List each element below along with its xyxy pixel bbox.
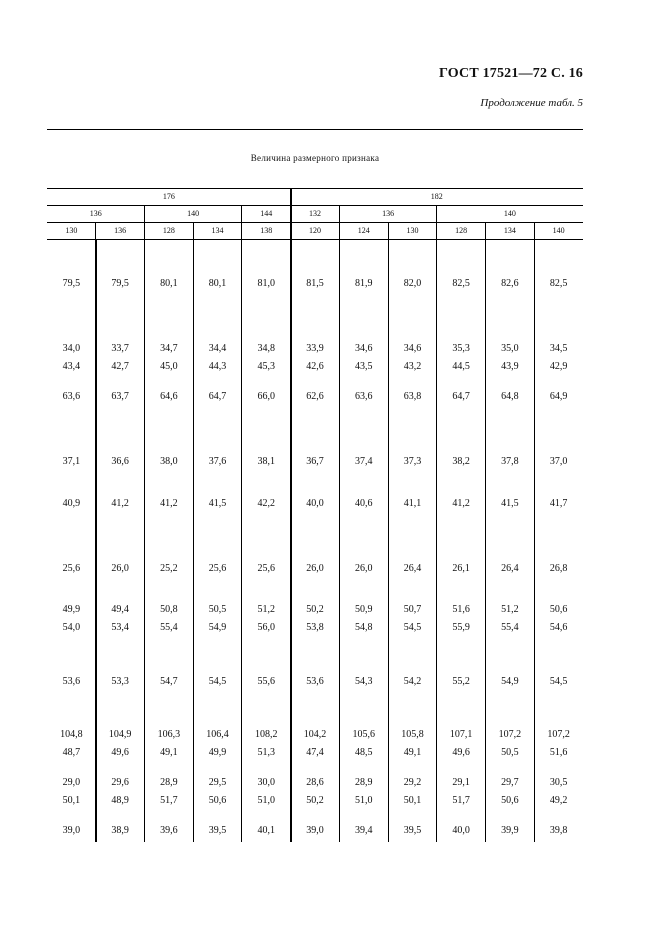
table-cell: 104,9 [108, 729, 132, 740]
table-cell: 53,4 [111, 622, 129, 633]
table-cell: 29,1 [452, 777, 470, 788]
table-cell: 28,9 [160, 777, 178, 788]
table-cell: 37,0 [549, 456, 568, 467]
table-cell: 42,7 [111, 361, 129, 372]
table-cell: 42,2 [257, 498, 276, 509]
page-header [439, 66, 583, 82]
table-cell: 40,0 [306, 498, 324, 509]
table-cell: 41,1 [403, 498, 422, 509]
table-cell: 107,1 [449, 729, 473, 740]
table-cell: 29,7 [501, 777, 519, 788]
table-cell: 40,0 [452, 825, 470, 836]
table-cell: 54,8 [354, 622, 373, 633]
table-cell: 37,4 [354, 456, 373, 467]
table-cell: 26,0 [111, 563, 129, 574]
table-cell: 37,1 [62, 456, 81, 467]
table-caption: Величина размерного признака [250, 153, 380, 163]
table-cell: 51,0 [257, 795, 276, 806]
table-cell: 56,0 [257, 622, 276, 633]
table-cell: 63,6 [62, 391, 81, 402]
table-cell: 54,5 [208, 676, 227, 687]
table-cell: 55,6 [257, 676, 276, 687]
table-cell: 79,5 [62, 278, 81, 289]
table-cell: 50,6 [208, 795, 227, 806]
table-cell: 25,6 [257, 563, 276, 574]
table-cell: 50,5 [208, 604, 227, 615]
table-cell: 26,1 [452, 563, 470, 574]
table-cell: 38,1 [257, 456, 276, 467]
table-cell: 53,6 [62, 676, 81, 687]
table-cell: 105,6 [352, 729, 375, 740]
table-cell: 54,2 [403, 676, 422, 687]
table-cell: 53,3 [111, 676, 129, 687]
header-rule [47, 222, 583, 223]
table-cell: 49,2 [549, 795, 568, 806]
table-cell: 29,6 [111, 777, 129, 788]
table-cell: 79,5 [111, 278, 129, 289]
table-cell: 49,1 [160, 747, 178, 758]
table-cell: 30,5 [549, 777, 568, 788]
table-cell: 40,1 [257, 825, 276, 836]
column-header: 136 [114, 226, 127, 235]
table-cell: 48,5 [354, 747, 373, 758]
table-cell: 64,7 [452, 391, 470, 402]
table-cell: 39,4 [354, 825, 373, 836]
table-cell: 81,9 [354, 278, 373, 289]
table-cell: 50,8 [160, 604, 178, 615]
group-header: 182 [430, 192, 443, 201]
table-cell: 82,5 [549, 278, 568, 289]
header-rule [47, 205, 583, 206]
table-cell: 41,5 [501, 498, 519, 509]
table-cell: 39,5 [208, 825, 227, 836]
table-cell: 29,2 [403, 777, 422, 788]
table-cell: 54,9 [501, 676, 519, 687]
table-cell: 108,2 [255, 729, 278, 740]
table-cell: 34,6 [403, 343, 422, 354]
table-cell: 39,5 [403, 825, 422, 836]
table-cell: 29,5 [208, 777, 227, 788]
table-cell: 34,6 [354, 343, 373, 354]
table-cell: 41,5 [208, 498, 227, 509]
table-cell: 41,2 [160, 498, 178, 509]
table-cell: 26,0 [306, 563, 324, 574]
table-cell: 41,7 [549, 498, 568, 509]
table-cell: 50,6 [501, 795, 519, 806]
table-cell: 54,7 [160, 676, 178, 687]
table-cell: 39,6 [160, 825, 178, 836]
table-cell: 44,5 [452, 361, 470, 372]
table-cell: 36,7 [306, 456, 324, 467]
table-cell: 42,9 [549, 361, 568, 372]
table-cell: 54,6 [549, 622, 568, 633]
table-cell: 107,2 [498, 729, 522, 740]
table-cell: 51,7 [452, 795, 470, 806]
table-cell: 33,9 [306, 343, 324, 354]
table-cell: 38,9 [111, 825, 129, 836]
table-cell: 35,3 [452, 343, 470, 354]
table-cell: 64,6 [160, 391, 178, 402]
table-cell: 34,0 [62, 343, 81, 354]
table-cell: 55,2 [452, 676, 470, 687]
subgroup-header: 136 [382, 209, 395, 218]
table-cell: 81,0 [257, 278, 276, 289]
table-cell: 25,6 [62, 563, 81, 574]
group-header: 176 [162, 192, 175, 201]
table-cell: 81,5 [306, 278, 324, 289]
table-cell: 42,6 [306, 361, 324, 372]
table-cell: 47,4 [306, 747, 324, 758]
table-cell: 34,8 [257, 343, 276, 354]
table-cell: 39,0 [306, 825, 324, 836]
table-cell: 62,6 [306, 391, 324, 402]
table-cell: 48,7 [62, 747, 81, 758]
table-cell: 54,9 [208, 622, 227, 633]
table-cell: 63,6 [354, 391, 373, 402]
table-cell: 50,1 [403, 795, 422, 806]
table-cell: 29,0 [62, 777, 81, 788]
table-cell: 33,7 [111, 343, 129, 354]
header-rule [47, 239, 583, 240]
table-cell: 34,5 [549, 343, 568, 354]
table-cell: 26,4 [501, 563, 519, 574]
table-cell: 51,6 [452, 604, 470, 615]
table-cell: 45,0 [160, 361, 178, 372]
table-cell: 54,3 [354, 676, 373, 687]
table-cell: 48,9 [111, 795, 129, 806]
table-cell: 44,3 [208, 361, 227, 372]
table-cell: 45,3 [257, 361, 276, 372]
table-cell: 38,0 [160, 456, 178, 467]
table-cell: 63,8 [403, 391, 422, 402]
table-cell: 106,3 [157, 729, 181, 740]
column-header: 134 [211, 226, 224, 235]
table-cell: 53,6 [306, 676, 324, 687]
table-cell: 55,4 [501, 622, 519, 633]
table-cell: 50,1 [62, 795, 81, 806]
table-cell: 55,9 [452, 622, 470, 633]
table-cell: 55,4 [160, 622, 178, 633]
table-cell: 107,2 [547, 729, 570, 740]
table-cell: 49,6 [111, 747, 129, 758]
table-cell: 54,5 [549, 676, 568, 687]
table-cell: 51,2 [501, 604, 519, 615]
column-header: 130 [406, 226, 419, 235]
table-cell: 80,1 [160, 278, 178, 289]
table-cell: 50,6 [549, 604, 568, 615]
table-cell: 80,1 [208, 278, 227, 289]
table-cell: 26,0 [354, 563, 373, 574]
table-cell: 39,8 [549, 825, 568, 836]
table-cell: 66,0 [257, 391, 276, 402]
table-cell: 51,3 [257, 747, 276, 758]
data-table [47, 188, 583, 842]
table-cell: 51,7 [160, 795, 178, 806]
table-cell: 64,9 [549, 391, 568, 402]
table-cell: 51,6 [549, 747, 568, 758]
table-cell: 104,8 [60, 729, 83, 740]
table-cell: 50,7 [403, 604, 422, 615]
table-continuation-note: Продолжение табл. 5 [480, 97, 583, 109]
table-cell: 54,0 [62, 622, 81, 633]
table-cell: 49,9 [62, 604, 81, 615]
table-cell: 50,9 [354, 604, 373, 615]
subgroup-header: 132 [308, 209, 321, 218]
column-header: 128 [162, 226, 175, 235]
table-cell: 49,4 [111, 604, 129, 615]
table-cell: 50,5 [501, 747, 519, 758]
header-rule [47, 188, 583, 189]
table-cell: 38,2 [452, 456, 470, 467]
table-cell: 30,0 [257, 777, 276, 788]
table-cell: 64,8 [501, 391, 519, 402]
table-cell: 37,6 [208, 456, 227, 467]
table-cell: 43,4 [62, 361, 81, 372]
table-cell: 34,4 [208, 343, 227, 354]
column-header: 120 [308, 226, 321, 235]
table-cell: 25,6 [208, 563, 227, 574]
document-number: ГОСТ 17521—72 С. 16 [439, 66, 583, 81]
subgroup-header: 144 [260, 209, 273, 218]
table-cell: 64,7 [208, 391, 227, 402]
subgroup-header: 140 [503, 209, 516, 218]
column-header: 130 [65, 226, 78, 235]
table-cell: 49,1 [403, 747, 422, 758]
table-cell: 104,2 [303, 729, 327, 740]
table-cell: 26,4 [403, 563, 422, 574]
table-cell: 82,5 [452, 278, 470, 289]
subgroup-header: 140 [187, 209, 200, 218]
table-cell: 51,2 [257, 604, 276, 615]
table-cell: 63,7 [111, 391, 129, 402]
column-header: 138 [260, 226, 273, 235]
table-cell: 37,3 [403, 456, 422, 467]
table-cell: 54,5 [403, 622, 422, 633]
table-cell: 28,6 [306, 777, 324, 788]
table-cell: 25,2 [160, 563, 178, 574]
table-cell: 82,6 [501, 278, 519, 289]
table-cell: 34,7 [160, 343, 178, 354]
table-cell: 39,9 [501, 825, 519, 836]
table-cell: 37,8 [501, 456, 519, 467]
column-header: 124 [357, 226, 370, 235]
subgroup-header: 136 [89, 209, 102, 218]
column-header: 128 [455, 226, 468, 235]
top-rule [47, 129, 583, 130]
table-cell: 35,0 [501, 343, 519, 354]
table-cell: 36,6 [111, 456, 129, 467]
table-cell: 40,6 [354, 498, 373, 509]
table-cell: 49,9 [208, 747, 227, 758]
table-cell: 40,9 [62, 498, 81, 509]
column-header: 140 [552, 226, 565, 235]
table-cell: 82,0 [403, 278, 422, 289]
table-cell: 105,8 [401, 729, 424, 740]
table-cell: 51,0 [354, 795, 373, 806]
table-cell: 26,8 [549, 563, 568, 574]
table-cell: 43,9 [501, 361, 519, 372]
table-cell: 50,2 [306, 795, 324, 806]
table-cell: 50,2 [306, 604, 324, 615]
table-cell: 28,9 [354, 777, 373, 788]
table-cell: 43,2 [403, 361, 422, 372]
table-cell: 39,0 [62, 825, 81, 836]
table-cell: 41,2 [452, 498, 470, 509]
table-cell: 43,5 [354, 361, 373, 372]
table-cell: 41,2 [111, 498, 129, 509]
column-header: 134 [503, 226, 516, 235]
table-cell: 53,8 [306, 622, 324, 633]
table-cell: 49,6 [452, 747, 470, 758]
table-cell: 106,4 [206, 729, 229, 740]
